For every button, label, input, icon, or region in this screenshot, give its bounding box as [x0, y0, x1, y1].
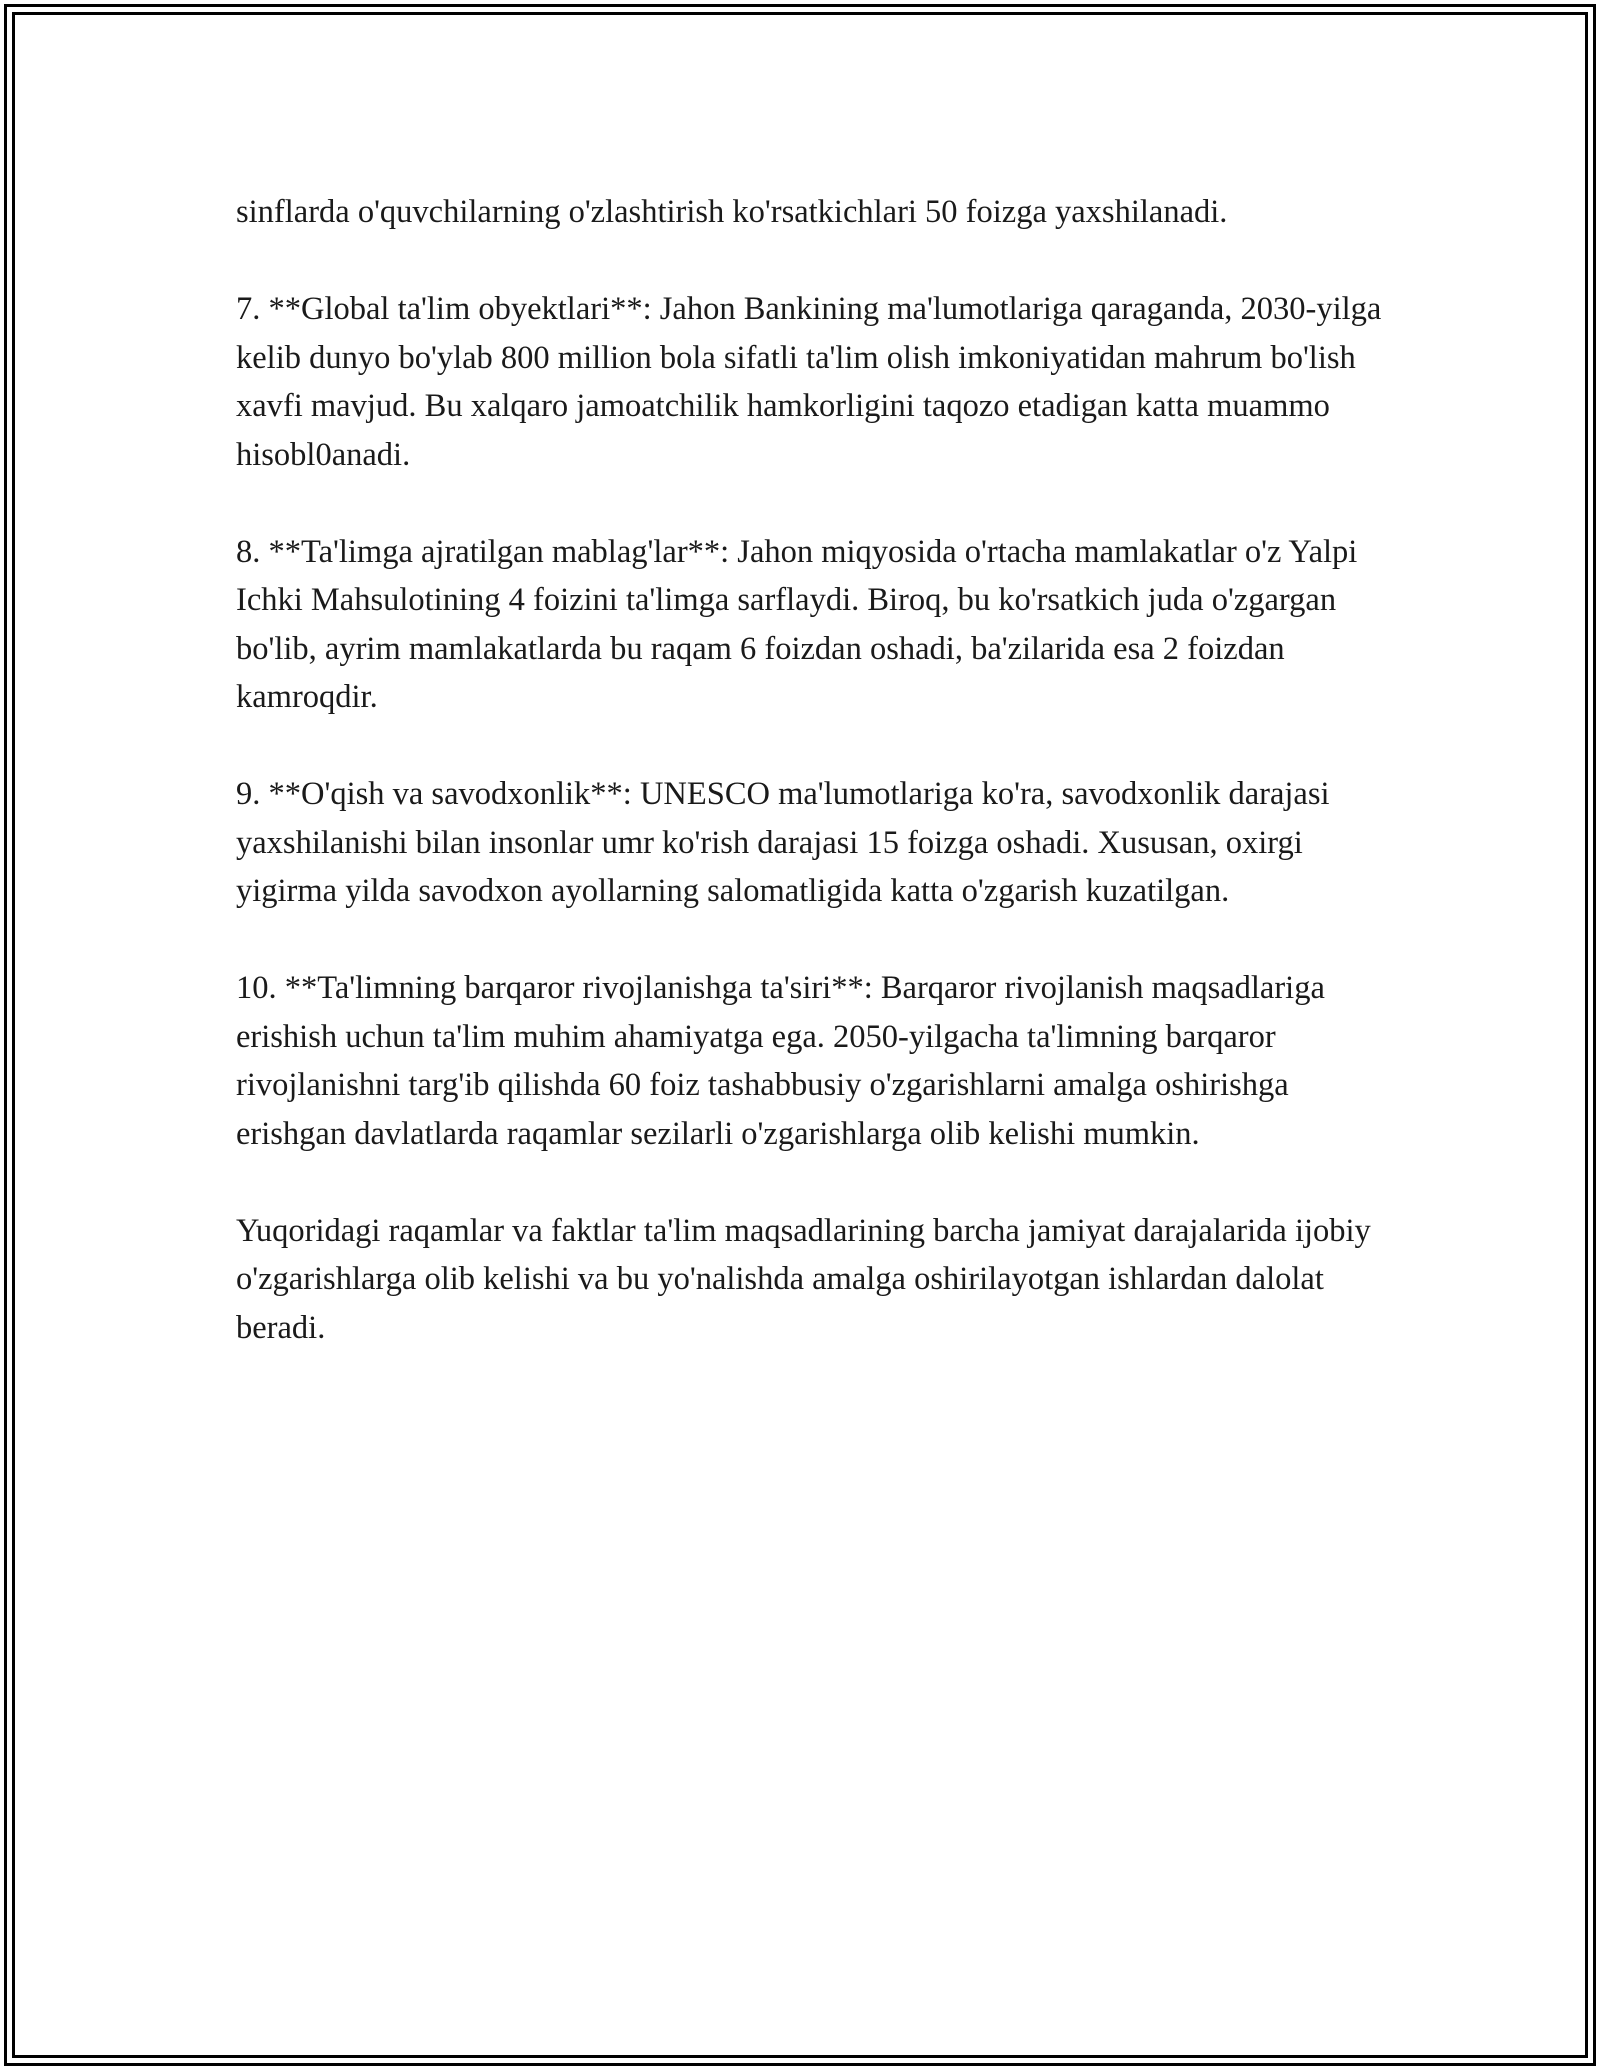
paragraph-item-9: 9. **O'qish va savodxonlik**: UNESCO ma'lumotlariga ko'ra, savodxonlik darajasi yaxshilanishi bilan insonlar umr ko'rish darajasi 15 foizga oshadi. Xususan, oxirgi yigirma yilda savodxon ayollarning salomatligida katta o'zgarish kuzatilgan.: [236, 776, 1330, 909]
paragraph-continuation: sinflarda o'quvchilarning o'zlashtirish ko'rsatkichlari 50 foizga yaxshilanadi.: [236, 194, 1228, 230]
paragraph-conclusion: Yuqoridagi raqamlar va faktlar ta'lim maqsadlarining barcha jamiyat darajalarida ijobiy o'zgarishlarga olib kelishi va bu yo'nalishda amalga oshirilayotgan ishlardan dalolat beradi.: [236, 1212, 1371, 1346]
document-body: [236, 188, 1386, 1352]
paragraph-item-8: 8. **Ta'limga ajratilgan mablag'lar**: Jahon miqyosida o'rtacha mamlakatlar o'z Yalpi Ichki Mahsulotining 4 foizini ta'limga sarflaydi. Biroq, bu ko'rsatkich juda o'zgargan bo'lib, ayrim mamlakatlarda bu raqam 6 foizdan oshadi, ba'zilarida esa 2 foizdan kamroqdir.: [236, 533, 1358, 715]
paragraph-item-10: 10. **Ta'limning barqaror rivojlanishga ta'siri**: Barqaror rivojlanish maqsadlariga erishish uchun ta'lim muhim ahamiyatga ega. 2050-yilgacha ta'limning barqaror rivojlanishni targ'ib qilishda 60 foiz tashabbusiy o'zgarishlarni amalga oshirishga erishgan davlatlarda raqamlar sezilarli o'zgarishlarga olib kelishi mumkin.: [236, 970, 1325, 1152]
paragraph-item-7: 7. **Global ta'lim obyektlari**: Jahon Bankining ma'lumotlariga qaraganda, 2030-yilga kelib dunyo bo'ylab 800 million bola sifatli ta'lim olish imkoniyatidan mahrum bo'lish xavfi mavjud. Bu xalqaro jamoatchilik hamkorligini taqozo etadigan katta muammo hisobl0anadi.: [236, 291, 1382, 473]
